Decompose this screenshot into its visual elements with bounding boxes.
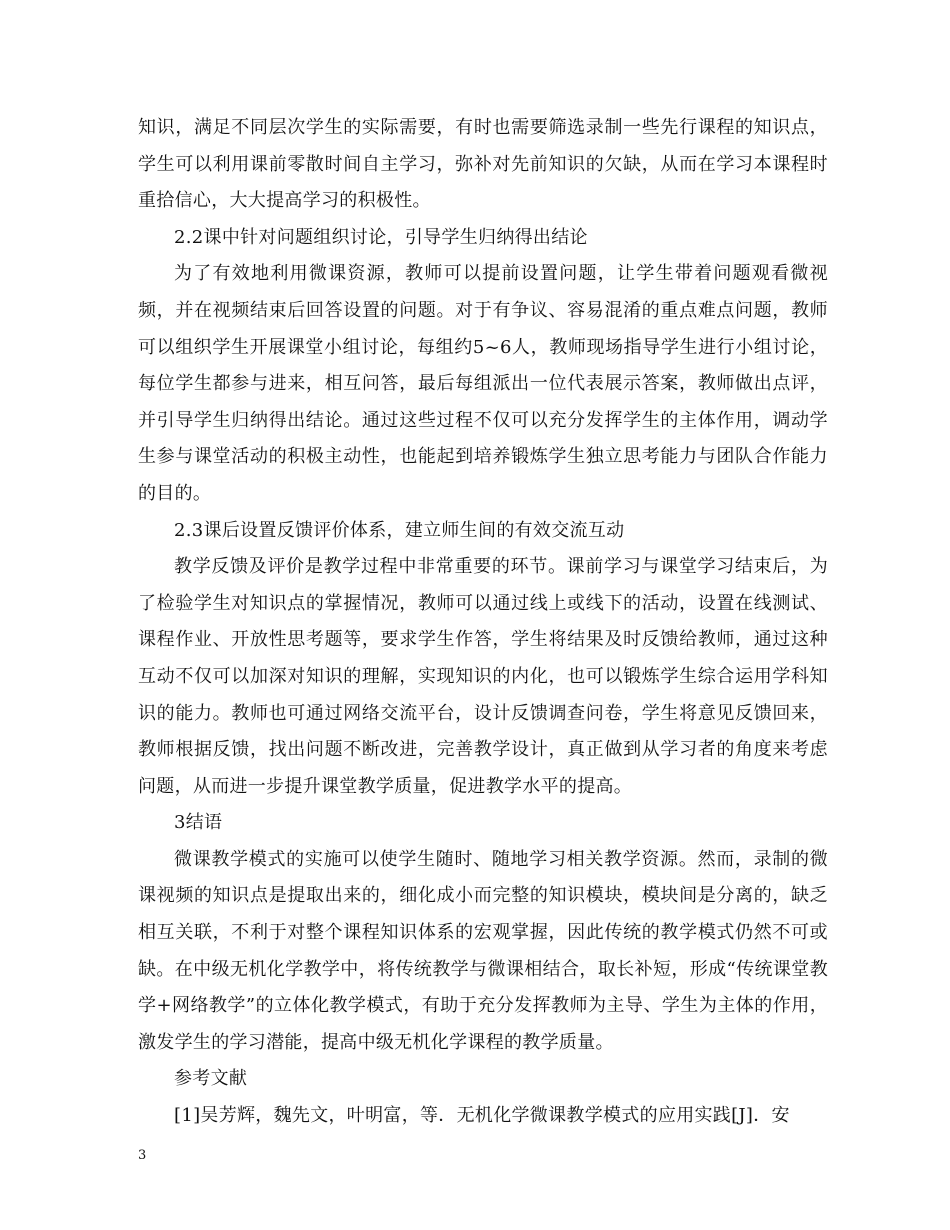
section-heading-conclusion: 3结语 <box>174 812 223 834</box>
section-heading-2-3: 2.3课后设置反馈评价体系，建立师生间的有效交流互动 <box>174 519 625 541</box>
section-heading-2-2: 2.2课中针对问题组织讨论，引导学生归纳得出结论 <box>174 226 588 248</box>
document-body <box>138 110 828 1135</box>
paragraph-continued: 知识，满足不同层次学生的实际需要，有时也需要筛选录制一些先行课程的知识点，学生可以利用课前零散时间自主学习，弥补对先前知识的欠缺，从而在学习本课程时重拾信心，大大提高学习的积极性。 <box>138 117 828 212</box>
page-number: 3 <box>138 1148 147 1163</box>
references-heading: 参考文献 <box>174 1068 248 1090</box>
paragraph: 微课教学模式的实施可以使学生随时、随地学习相关教学资源。然而，录制的微课视频的知识点是提取出来的，细化成小而完整的知识模块，模块间是分离的，缺乏相互关联，不利于对整个课程知识体系的宏观掌握，因此传统的教学模式仍然不可或缺。在中级无机化学教学中，将传统教学与微课相结合，取长补短，形成“传统课堂教学+网络教学”的立体化教学模式，有助于充分发挥教师为主导、学生为主体的作用，激发学生的学习潜能，提高中级无机化学课程的教学质量。 <box>138 848 828 1053</box>
reference-item: [1]吴芳辉，魏先文，叶明富，等．无机化学微课教学模式的应用实践[J]．安 <box>174 1105 790 1127</box>
paragraph: 为了有效地利用微课资源，教师可以提前设置问题，让学生带着问题观看微视频，并在视频结束后回答设置的问题。对于有争议、容易混淆的重点难点问题，教师可以组织学生开展课堂小组讨论，每组约5~6人，教师现场指导学生进行小组讨论，每位学生都参与进来，相互问答，最后每组派出一位代表展示答案，教师做出点评，并引导学生归纳得出结论。通过这些过程不仅可以充分发挥学生的主体作用，调动学生参与课堂活动的积极主动性，也能起到培养锻炼学生独立思考能力与团队合作能力的目的。 <box>138 263 828 504</box>
paragraph: 教学反馈及评价是教学过程中非常重要的环节。课前学习与课堂学习结束后，为了检验学生对知识点的掌握情况，教师可以通过线上或线下的活动，设置在线测试、课程作业、开放性思考题等，要求学生作答，学生将结果及时反馈给教师，通过这种互动不仅可以加深对知识的理解，实现知识的内化，也可以锻炼学生综合运用学科知识的能力。教师也可通过网络交流平台，设计反馈调查问卷，学生将意见反馈回来，教师根据反馈，找出问题不断改进，完善教学设计，真正做到从学习者的角度来考虑问题，从而进一步提升课堂教学质量，促进教学水平的提高。 <box>138 556 828 797</box>
